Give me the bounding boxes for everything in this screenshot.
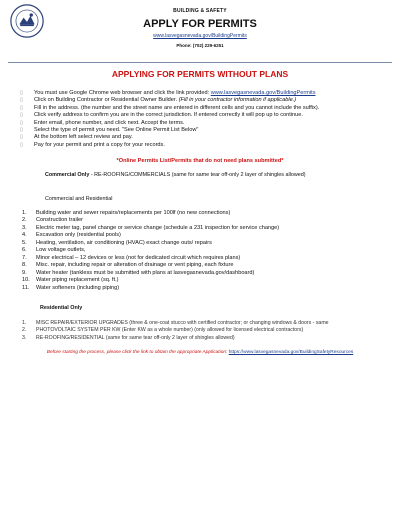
step-item: ▯ Fill in the address. (the number and the street name are entered in different cells and you cannot include the suffix). <box>20 104 320 111</box>
list-item: 8. Misc. repair, including repair or alteration of drainage or vent piping, each fixture <box>22 262 234 269</box>
commercial-only-text: - RE-ROOFING/COMMERCIALS (same for same tear off-only 2 layer of shingles allowed) <box>89 172 306 178</box>
bullet-icon: ▯ <box>20 90 23 96</box>
commercial-residential-heading: Commercial and Residential <box>45 196 113 202</box>
header-divider <box>8 62 392 63</box>
step-item: ▯ Click on Building Contractor or Residential Owner Builder. (Fill in your contractor information if applicable.) <box>20 97 297 104</box>
page-title: APPLY FOR PERMITS <box>143 18 257 30</box>
list-item: 1. Building water and sewer repairs/replacements per 100lf (no new connections) <box>22 210 231 216</box>
bullet-icon: ▯ <box>20 127 23 134</box>
list-item: 5. Heating, ventilation, air conditioning (HVAC) exact change outs/ repairs <box>22 239 212 246</box>
online-permits-note: *Online Permits List/Permits that do not need plans submitted* <box>116 158 284 164</box>
residential-list <box>22 320 394 342</box>
list-item: 11. Water softeners (including piping) <box>22 284 120 291</box>
list-item: 7. Minor electrical – 12 devices or less (not for dedicated circuit which requires plans) <box>22 254 241 261</box>
footer-note: Before starting the process, please click the link to obtain the appropriate Application: https://www.lasvegasnevada.gov/BuildingSafetyResources <box>46 350 354 355</box>
instruction-steps <box>20 90 390 149</box>
commercial-residential-list <box>22 210 382 292</box>
bullet-icon: ▯ <box>20 112 23 119</box>
step-item: ▯ You must use Google Chrome web browser and click the link provided: www.lasvegasnevada.gov/BuildingPermits <box>20 90 316 96</box>
list-item: 1. MISC REPAIR/EXTERIOR UPGRADES (three & one-coat stucco with certified contractor; or changing windows & doors - same <box>22 320 329 326</box>
commercial-only-label: Commercial Only <box>45 172 90 178</box>
list-item: 3. Electric meter tag, panel change or service change (schedule a 231 inspection for service change) <box>22 224 280 231</box>
list-item: 3. RE-ROOFING/RESIDENTIAL (same for same tear off-only 2 layer of shingles allowed) <box>22 334 235 341</box>
list-item: 4. Excavation only (residential pools) <box>22 232 121 239</box>
residential-only-heading: Residential Only <box>40 305 83 311</box>
permits-link[interactable]: www.lasvegasnevada.gov/BuildingPermits <box>210 90 316 96</box>
department-label: BUILDING & SAFETY <box>173 8 227 14</box>
bullet-icon: ▯ <box>20 97 23 104</box>
list-item: 10. Water piping replacement (sq. ft.) <box>22 277 119 284</box>
step-item: ▯ Select the type of permit you need. "See Online Permit List Below" <box>20 127 199 134</box>
list-item: 2. PHOTOVOLTAIC SYSTEM PER KW (Enter KW as a whole number) (only allowed for licensed electrical contractors) <box>22 327 304 334</box>
permits-url-link[interactable]: www.lasvegasnevada.gov/BuildingPermits <box>153 33 247 39</box>
bullet-icon: ▯ <box>20 119 23 126</box>
step-item: ▯ At the bottom left select review and pay. <box>20 134 133 141</box>
step-item: ▯ Pay for your permit and print a copy for your records. <box>20 141 165 148</box>
step-item: ▯ Click verify address to confirm you are in the correct jurisdiction. If entered correctly it will pop up to continue. <box>20 112 303 119</box>
phone-number: Phone: (702) 229-6251 <box>176 43 224 48</box>
list-item: 6. Low voltage outlets, <box>22 247 86 254</box>
bullet-icon: ▯ <box>20 141 23 148</box>
list-item: 2. Construction trailer <box>22 217 83 224</box>
bullet-icon: ▯ <box>20 104 23 111</box>
commercial-only-line <box>45 172 306 178</box>
bullet-icon: ▯ <box>20 134 23 141</box>
main-heading: APPLYING FOR PERMITS WITHOUT PLANS <box>111 69 289 79</box>
list-item: 9. Water heater (tankless must be submitted with plans at lasvegasnevada.gov/dashboard) <box>22 269 255 276</box>
step-item: ▯ Enter email, phone number, and click next. Accept the terms. <box>20 119 185 126</box>
resources-link[interactable]: https://www.lasvegasnevada.gov/BuildingSafetyResources <box>228 350 354 355</box>
